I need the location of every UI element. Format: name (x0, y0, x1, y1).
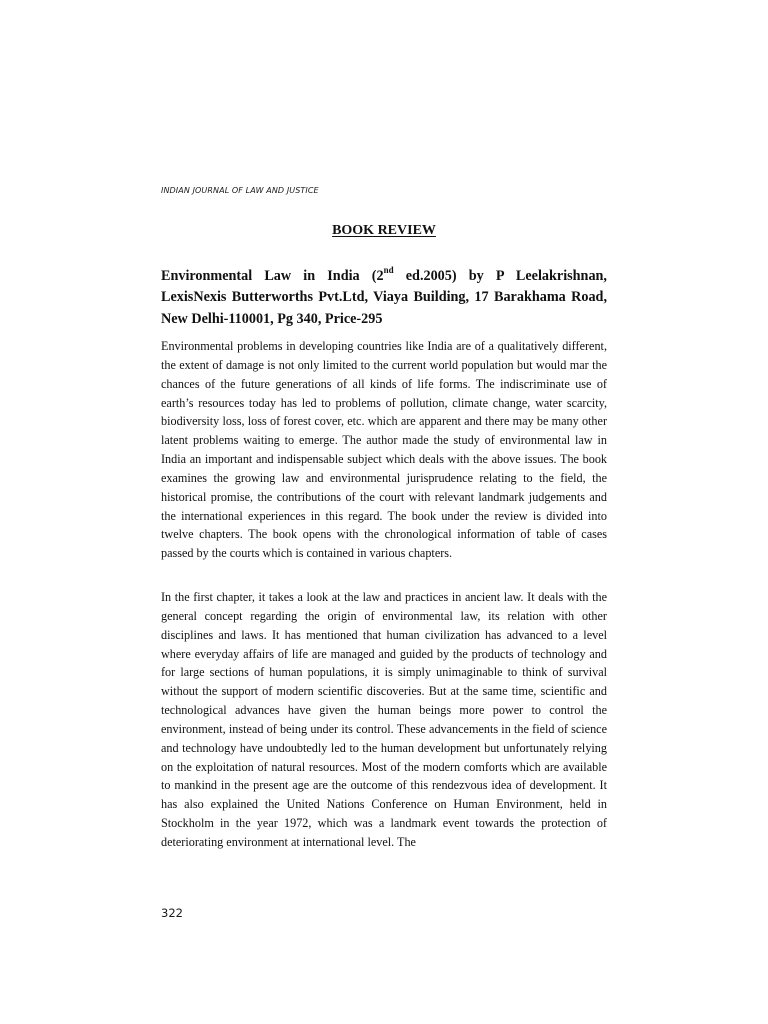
section-heading: BOOK REVIEW (332, 223, 436, 238)
journal-running-header: INDIAN JOURNAL OF LAW AND JUSTICE (161, 186, 319, 195)
book-title-prefix: Environmental Law in India (2 (161, 268, 384, 284)
book-title-suffix: ed.2005) by P Leelakrishnan, LexisNexis Butterworths Pvt.Ltd, Viaya Building, 17 Barakhama Road, New Delhi-110001, Pg 340, Price-295 (161, 268, 607, 327)
body-paragraph: In the first chapter, it takes a look at the law and practices in ancient law. It deals with the general concept regarding the origin of environmental law, its relation with other disciplines and laws. It has mentioned that human civilization has advanced to a level where everyday affairs of life are managed and guided by the products of technology and for large sections of human populations, it is simply unimaginable to think of survival without the support of modern scientific discoveries. But at the same time, scientific and technological advances have given the human beings more power to control the environment, instead of being under its control. These advancements in the field of science and technology have undoubtedly led to the human development but unfortunately relying on the exploitation of natural resources. Most of the modern comforts which are available to mankind in the present age are the outcome of this rendezvous idea of development. It has also explained the United Nations Conference on Human Environment, held in Stockholm in the year 1972, which was a landmark event towards the protection of deteriorating environment at international level. The (161, 590, 607, 849)
page-number: 322 (161, 906, 183, 920)
edition-superscript: nd (383, 265, 394, 276)
book-citation (161, 266, 607, 330)
body-paragraph: Environmental problems in developing countries like India are of a qualitatively different, the extent of damage is not only limited to the current world population but would mar the chances of the future generations of all kinds of life forms. The indiscriminate use of earth’s resources today has led to problems of pollution, climate change, water scarcity, biodiversity loss, loss of forest cover, etc. which are apparent and there may be many other latent problems waiting to emerge. The author made the study of environmental law in India an important and indispensable subject which deals with the above issues. The book examines the growing law and environmental jurisprudence relating to the field, the historical promise, the contributions of the court with relevant landmark judgements and the international experiences in this regard. The book under the review is divided into twelve chapters. The book opens with the chronological information of table of cases passed by the courts which is contained in various chapters. (161, 339, 607, 561)
